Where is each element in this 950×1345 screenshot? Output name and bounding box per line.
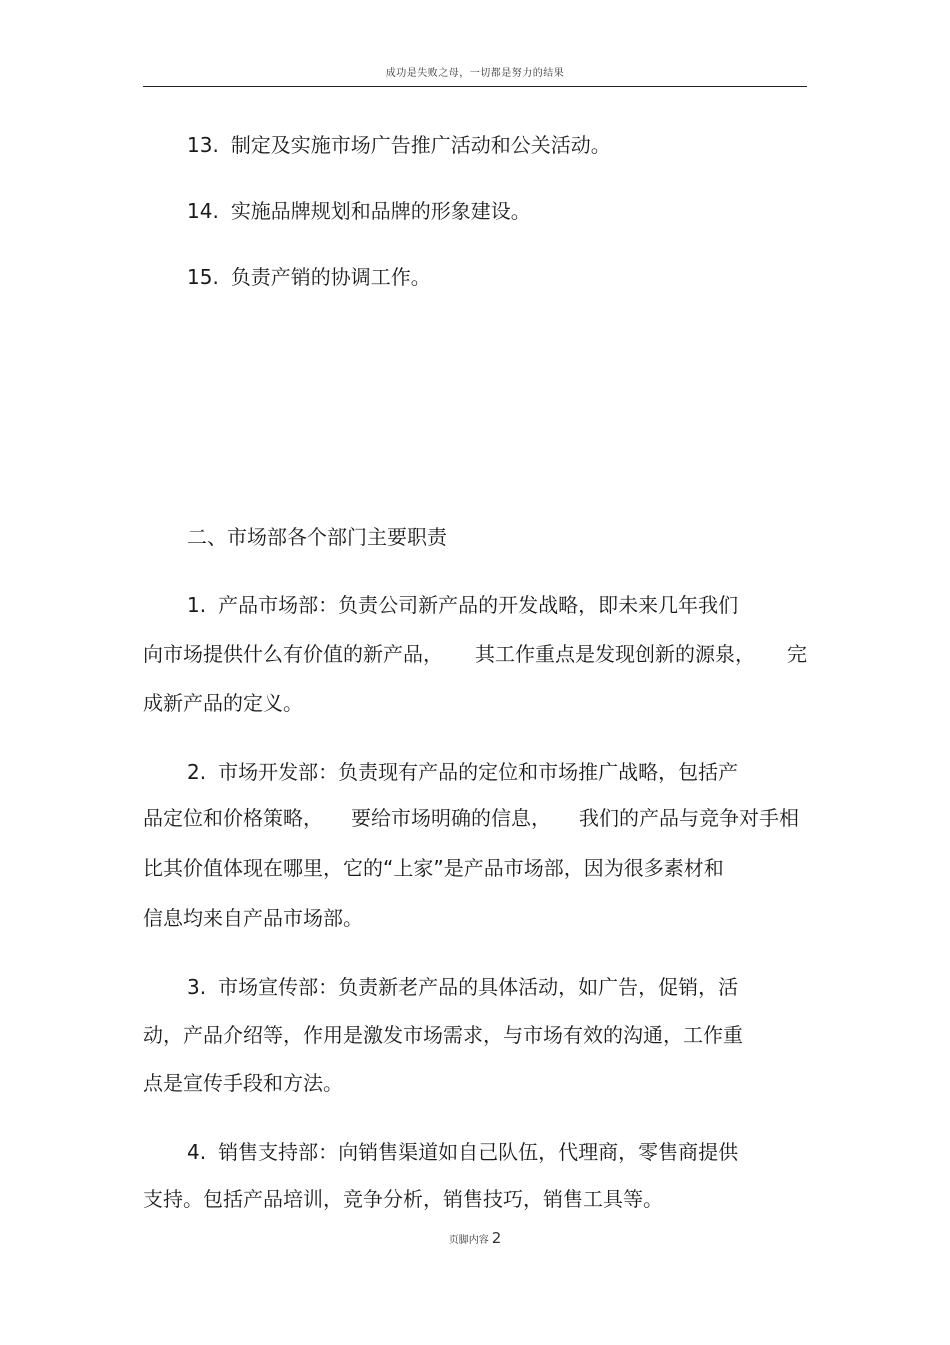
paragraph-text: 向市场提供什么有价值的新产品， — [143, 642, 443, 666]
list-item — [187, 132, 611, 158]
list-item-text: 负责产销的协调工作。 — [230, 265, 431, 289]
list-item-text: 实施品牌规划和品牌的形象建设。 — [230, 199, 531, 223]
paragraph-line: 支持。包括产品培训，竞争分析，销售技巧，销售工具等。 — [143, 1187, 663, 1211]
header-divider — [143, 86, 807, 87]
footer-label: 页脚内容 — [448, 1235, 489, 1246]
page-number: 2 — [491, 1229, 502, 1247]
list-item — [187, 198, 531, 224]
paragraph-number: 3. — [187, 975, 207, 999]
paragraph-line: 点是宣传手段和方法。 — [143, 1071, 343, 1095]
list-item — [187, 264, 431, 290]
paragraph-text: 要给市场明确的信息， — [351, 806, 551, 830]
paragraph-number: 1. — [187, 593, 207, 617]
paragraph-line — [187, 759, 738, 785]
list-item-number: 14. — [187, 199, 219, 223]
page-header: 成功是失败之母，一切都是努力的结果 — [385, 68, 565, 79]
list-item-text: 制定及实施市场广告推广活动和公关活动。 — [230, 133, 611, 157]
paragraph-text: 市场宣传部：负责新老产品的具体活动，如广告，促销，活 — [218, 975, 739, 999]
paragraph-line — [187, 592, 738, 618]
paragraph-text: 产品市场部：负责公司新产品的开发战略，即未来几年我们 — [218, 593, 739, 617]
paragraph-line — [143, 805, 799, 831]
page-footer — [0, 1229, 950, 1247]
paragraph-number: 4. — [187, 1140, 207, 1164]
paragraph-number: 2. — [187, 760, 207, 784]
list-item-number: 13. — [187, 133, 219, 157]
paragraph-line — [187, 974, 738, 1000]
paragraph-text: 完 — [787, 642, 807, 666]
paragraph-line: 动，产品介绍等，作用是激发市场需求，与市场有效的沟通，工作重 — [143, 1023, 743, 1047]
paragraph-line: 比其价值体现在哪里，它的“上家”是产品市场部，因为很多素材和 — [143, 856, 724, 880]
paragraph-text: 销售支持部：向销售渠道如自己队伍，代理商，零售商提供 — [218, 1140, 739, 1164]
paragraph-text: 品定位和价格策略， — [143, 806, 323, 830]
paragraph-line — [187, 1139, 738, 1165]
paragraph-text: 我们的产品与竞争对手相 — [579, 806, 799, 830]
paragraph-line: 成新产品的定义。 — [143, 691, 303, 715]
list-item-number: 15. — [187, 265, 219, 289]
paragraph-text: 市场开发部：负责现有产品的定位和市场推广战略，包括产 — [218, 760, 739, 784]
paragraph-line — [143, 641, 807, 667]
paragraph-line: 信息均来自产品市场部。 — [143, 906, 363, 930]
paragraph-text: 其工作重点是发现创新的源泉， — [475, 642, 755, 666]
section-heading: 二、市场部各个部门主要职责 — [187, 525, 447, 549]
